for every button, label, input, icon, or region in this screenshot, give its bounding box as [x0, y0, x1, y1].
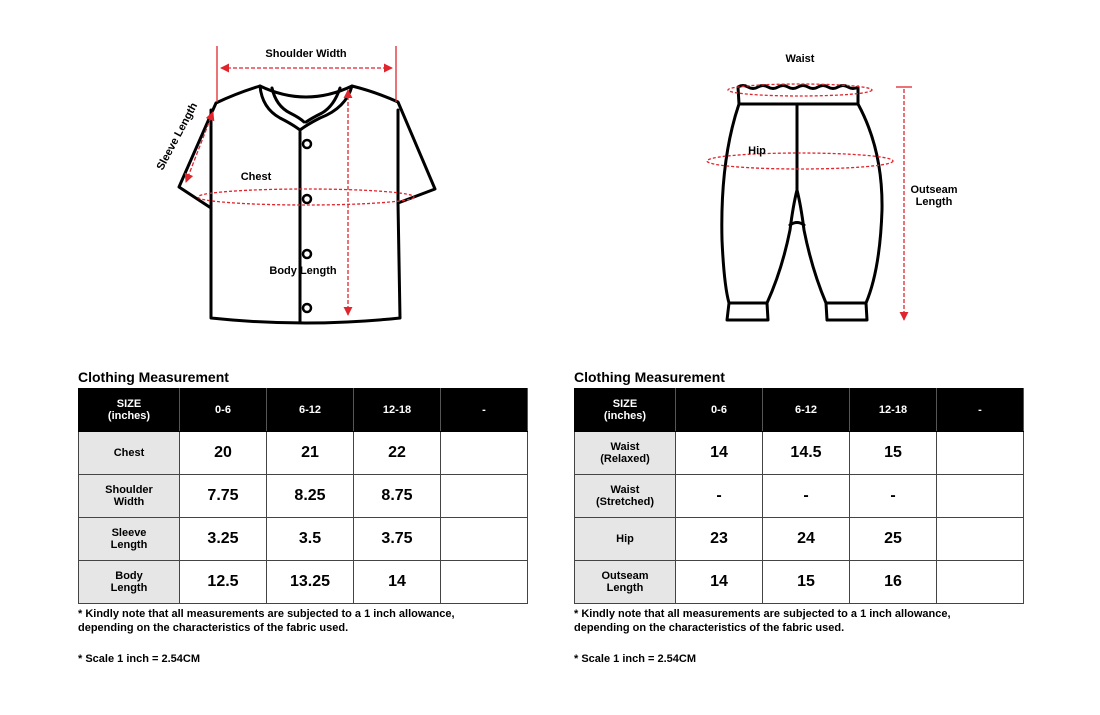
table-cell: 3.5: [267, 518, 354, 561]
waist-label: Waist: [785, 53, 815, 65]
table-cell: 24: [763, 518, 850, 561]
size-col-header: -: [937, 389, 1024, 432]
table-cell: 14.5: [763, 432, 850, 475]
table-cell: [937, 475, 1024, 518]
row-label: Hip: [575, 518, 676, 561]
size-header: SIZE (inches): [79, 389, 180, 432]
table-cell: 3.25: [180, 518, 267, 561]
table-cell: [937, 561, 1024, 604]
table-cell: 14: [354, 561, 441, 604]
chest-label: Chest: [240, 171, 272, 183]
pants-measurement-table: [574, 388, 1024, 604]
table-header-row: [79, 389, 528, 432]
pants-measurement-panel: [574, 368, 1034, 665]
size-col-header: -: [441, 389, 528, 432]
table-cell: 7.75: [180, 475, 267, 518]
row-label: Shoulder Width: [79, 475, 180, 518]
table-row: [575, 432, 1024, 475]
table-cell: 23: [676, 518, 763, 561]
sleeve-length-label: Sleeve Length: [154, 100, 201, 173]
table-cell: 3.75: [354, 518, 441, 561]
scale-note: * Scale 1 inch = 2.54CM: [78, 653, 200, 665]
row-label: Outseam Length: [575, 561, 676, 604]
table-row: [79, 432, 528, 475]
table-cell: 14: [676, 432, 763, 475]
allowance-note: * Kindly note that all measurements are subjected to a 1 inch allowance, depending on the characteristics of the fabric used.: [574, 608, 951, 634]
shirt-measurement-table: [78, 388, 528, 604]
table-row: [575, 475, 1024, 518]
pants-table-title: Clothing Measurement: [574, 369, 725, 385]
table-cell: 20: [180, 432, 267, 475]
table-cell: 15: [850, 432, 937, 475]
table-cell: 16: [850, 561, 937, 604]
shirt-table-title: Clothing Measurement: [78, 369, 229, 385]
pants-outline: [722, 86, 882, 321]
table-cell: [441, 561, 528, 604]
table-cell: 8.25: [267, 475, 354, 518]
table-cell: 12.5: [180, 561, 267, 604]
hip-label: Hip: [748, 145, 766, 157]
table-cell: 13.25: [267, 561, 354, 604]
table-cell: 15: [763, 561, 850, 604]
table-cell: [441, 475, 528, 518]
table-row: [79, 475, 528, 518]
shirt-measurement-panel: [78, 368, 538, 665]
row-label: Waist (Relaxed): [575, 432, 676, 475]
table-cell: -: [676, 475, 763, 518]
allowance-note: * Kindly note that all measurements are subjected to a 1 inch allowance, depending on the characteristics of the fabric used.: [78, 608, 455, 634]
table-cell: [937, 432, 1024, 475]
size-col-header: 6-12: [267, 389, 354, 432]
table-row: [575, 561, 1024, 604]
table-cell: -: [850, 475, 937, 518]
outseam-label-line2: Length: [915, 196, 953, 208]
row-label: Sleeve Length: [79, 518, 180, 561]
table-cell: [937, 518, 1024, 561]
row-label: Waist (Stretched): [575, 475, 676, 518]
table-cell: 8.75: [354, 475, 441, 518]
body-length-label: Body Length: [269, 265, 337, 277]
size-col-header: 0-6: [676, 389, 763, 432]
size-col-header: 12-18: [850, 389, 937, 432]
table-row: [575, 518, 1024, 561]
shoulder-width-label: Shoulder Width: [265, 48, 347, 60]
table-header-row: [575, 389, 1024, 432]
table-cell: -: [763, 475, 850, 518]
size-col-header: 12-18: [354, 389, 441, 432]
outseam-label-line1: Outseam: [910, 184, 958, 196]
table-cell: [441, 432, 528, 475]
size-header: SIZE (inches): [575, 389, 676, 432]
table-cell: 22: [354, 432, 441, 475]
size-col-header: 6-12: [763, 389, 850, 432]
table-cell: 14: [676, 561, 763, 604]
table-row: [79, 561, 528, 604]
size-col-header: 0-6: [180, 389, 267, 432]
table-cell: [441, 518, 528, 561]
table-cell: 21: [267, 432, 354, 475]
row-label: Chest: [79, 432, 180, 475]
table-cell: 25: [850, 518, 937, 561]
scale-note: * Scale 1 inch = 2.54CM: [574, 653, 696, 665]
row-label: Body Length: [79, 561, 180, 604]
table-row: [79, 518, 528, 561]
